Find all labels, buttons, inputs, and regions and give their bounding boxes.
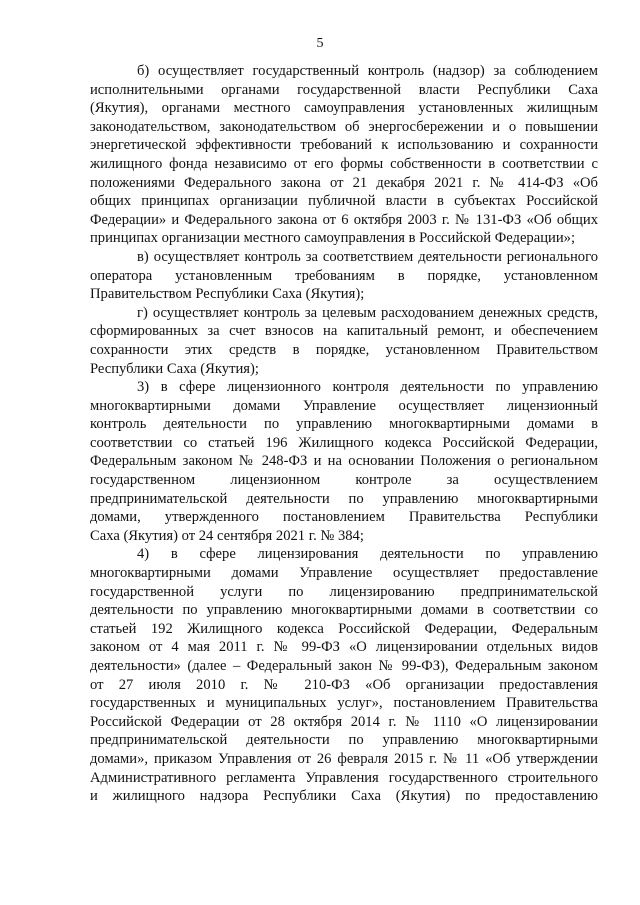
- paragraph-v: [90, 248, 598, 304]
- text-line: положениями Федерального закона от 21 декабря 2021 г. № 414-ФЗ «Об: [90, 174, 598, 191]
- text-line: принципах организации местного самоуправления в Российской Федерации»;: [90, 230, 575, 247]
- text-line: домами, утвержденного постановлением Правительства Республики: [90, 509, 598, 526]
- text-line: оператора установленным требованиям в порядке, установленном: [90, 267, 598, 284]
- paragraph-4: [90, 545, 598, 805]
- text-line: статьей 192 Жилищного кодекса Российской Федерации, Федеральным: [90, 620, 598, 637]
- text-line: государственном лицензионном контроле за осуществлением: [90, 472, 598, 489]
- text-line: деятельности» (далее – Федеральный закон № 99-ФЗ), Федеральным законом: [90, 658, 598, 674]
- text-line: законом от 4 мая 2011 г. № 99-ФЗ «О лицензировании отдельных видов: [90, 639, 598, 656]
- text-line: предпринимательской деятельности по управлению многоквартирными: [90, 490, 598, 507]
- text-line: Российской Федерации от 28 октября 2014 г. № 1110 «О лицензировании: [90, 713, 598, 730]
- text-line: Административного регламента Управления государственного строительного: [90, 769, 598, 786]
- paragraph-b: [90, 62, 598, 248]
- text-line: многоквартирными домами Управление осуществляет предоставление: [90, 565, 598, 582]
- text-line: г) осуществляет контроль за целевым расходованием денежных средств,: [137, 304, 598, 321]
- text-line: соответствии со статьей 196 Жилищного кодекса Российской Федерации,: [90, 434, 598, 451]
- text-line: энергетической эффективности требований к использованию и сохранности: [90, 137, 598, 154]
- text-line: законодательством, законодательством об энергосбережении и о повышении: [90, 118, 598, 135]
- text-line: исполнительными органами государственной власти Республики Саха: [90, 81, 598, 98]
- text-line: общих принципах организации публичной власти в субъектах Российской: [90, 193, 598, 210]
- page-number: 5: [316, 36, 324, 51]
- text-line: (Якутия), органами местного самоуправления установленных жилищным: [90, 100, 598, 117]
- paragraph-g: [90, 304, 598, 378]
- document-body: [90, 62, 598, 806]
- text-line: 3) в сфере лицензионного контроля деятельности по управлению: [137, 379, 598, 396]
- text-line: и жилищного надзора Республики Саха (Якутия) по предоставлению: [90, 788, 598, 805]
- text-line: сохранности этих средств в порядке, установленном Правительством: [90, 341, 598, 358]
- text-line: жилищного фонда независимо от его формы собственности в соответствии с: [90, 155, 598, 172]
- text-line: сформированных за счет взносов на капитальный ремонт, и обеспечением: [90, 323, 598, 340]
- text-line: в) осуществляет контроль за соответствием деятельности регионального: [137, 248, 598, 265]
- text-line: Республики Саха (Якутия);: [90, 360, 259, 377]
- text-line: государственных и муниципальных услуг», постановлением Правительства: [90, 695, 598, 712]
- text-line: Саха (Якутия) от 24 сентября 2021 г. № 384;: [90, 527, 364, 544]
- text-line: Федеральным законом № 248-ФЗ и на основании Положения о региональном: [90, 453, 598, 470]
- text-line: Правительством Республики Саха (Якутия);: [90, 286, 365, 303]
- paragraph-3: [90, 378, 598, 545]
- text-line: многоквартирными домами Управление осуществляет лицензионный: [90, 397, 598, 414]
- text-line: от 27 июля 2010 г. № 210-ФЗ «Об организации предоставления: [90, 676, 598, 693]
- text-line: государственной услуги по лицензированию предпринимательской: [90, 583, 598, 600]
- text-line: 4) в сфере лицензирования деятельности по управлению: [137, 546, 598, 563]
- text-line: деятельности по управлению многоквартирными домами в соответствии со: [90, 602, 598, 619]
- text-line: предпринимательской деятельности по управлению многоквартирными: [90, 732, 598, 749]
- text-line: Федерации» и Федерального закона от 6 октября 2003 г. № 131-ФЗ «Об общих: [90, 211, 598, 228]
- text-line: контроль деятельности по управлению многоквартирными домами в: [90, 416, 598, 433]
- text-line: б) осуществляет государственный контроль (надзор) за соблюдением: [137, 63, 598, 79]
- text-line: домами», приказом Управления от 26 февраля 2015 г. № 11 «Об утверждении: [90, 750, 598, 767]
